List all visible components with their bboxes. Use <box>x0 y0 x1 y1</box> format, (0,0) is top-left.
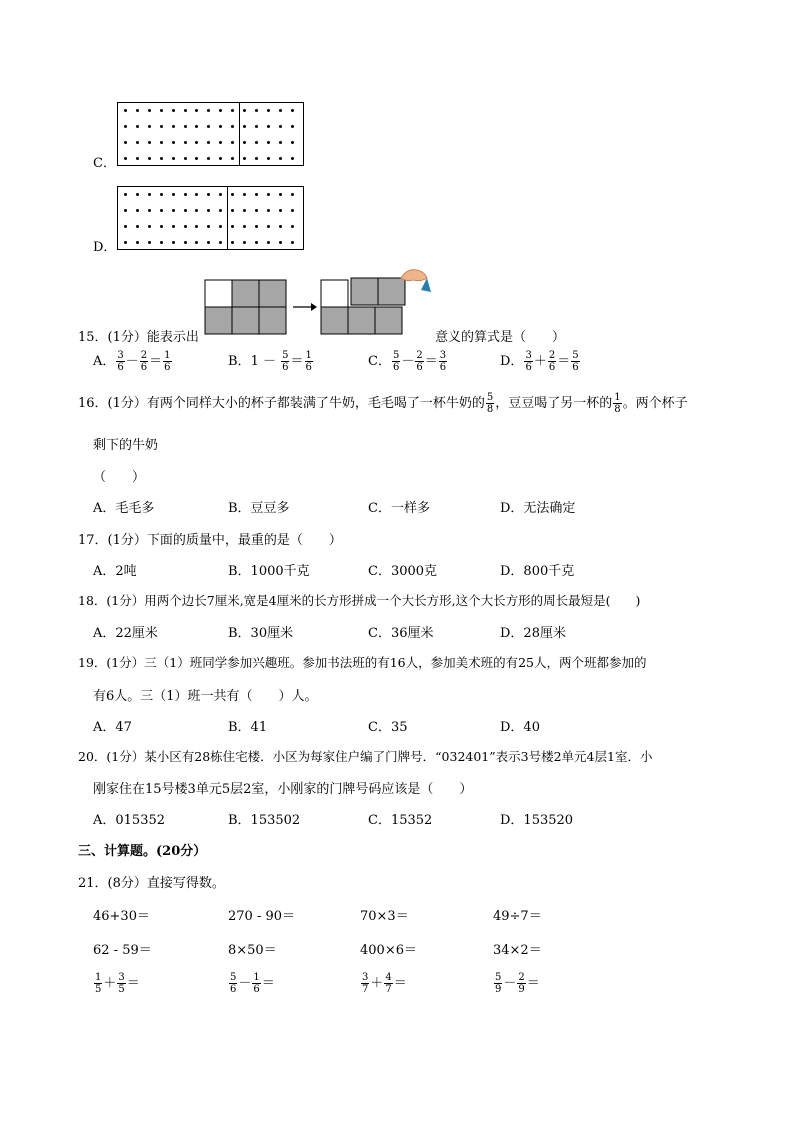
dot <box>207 225 210 228</box>
dot <box>195 209 198 212</box>
dot <box>184 241 187 244</box>
dot <box>267 225 270 228</box>
q20-option-a[interactable]: A．015352 <box>93 813 166 828</box>
dot <box>148 141 151 144</box>
dot <box>231 141 234 144</box>
fraction-grid-whole <box>205 280 286 334</box>
calc-item: 46+30＝ <box>93 909 150 924</box>
dot <box>219 209 222 212</box>
q16-answer-blank: （ ） <box>93 470 146 485</box>
dot <box>267 125 270 128</box>
dot <box>136 141 139 144</box>
q16-option-c[interactable]: C．一样多 <box>368 501 430 516</box>
q19-question-line2: 有6人。三（1）班一共有（ ）人。 <box>93 689 318 704</box>
dot <box>195 241 198 244</box>
q15-question <box>78 326 199 345</box>
calc-fraction-item: $\frac{1}{5}$ ＋ $\frac{3}{5}$ ＝ <box>95 972 140 995</box>
dot <box>195 125 198 128</box>
dot <box>172 109 175 112</box>
dot <box>124 193 127 196</box>
dot <box>267 109 270 112</box>
dot <box>219 225 222 228</box>
dot <box>172 209 175 212</box>
dot <box>267 209 270 212</box>
q16-option-b[interactable]: B．豆豆多 <box>228 501 290 516</box>
dot <box>267 157 270 160</box>
dot <box>184 125 187 128</box>
dot <box>255 241 258 244</box>
dot <box>172 193 175 196</box>
q15-text-after: 意义的算式是（ ） <box>435 330 566 345</box>
dot <box>160 225 163 228</box>
dot <box>291 109 294 112</box>
dot <box>255 225 258 228</box>
dot <box>160 193 163 196</box>
dot <box>267 241 270 244</box>
dot <box>291 225 294 228</box>
q18-option-a[interactable]: A．22厘米 <box>93 626 158 641</box>
dot <box>184 141 187 144</box>
q16-option-a[interactable]: A．毛毛多 <box>93 501 155 516</box>
dot <box>279 141 282 144</box>
dot <box>231 241 234 244</box>
q15-option-a[interactable]: A． $\frac{3}{6}$ － $\frac{2}{6}$ ＝ $\frac{1}{6}$ <box>93 350 171 373</box>
q20-question-line1: 20．(1分）某小区有28栋住宅楼．小区为每家住户编了门牌号．“032401”表示3号楼2单元4层1室．小 <box>78 749 653 764</box>
dot <box>243 241 246 244</box>
q15-number: 15．(1分） <box>78 330 147 345</box>
calc-fraction-item: $\frac{5}{6}$ － $\frac{1}{6}$ ＝ <box>230 972 275 995</box>
dot <box>255 157 258 160</box>
dot <box>207 141 210 144</box>
q20-question-line2: 刚家住在15号楼3单元5层2室，小刚家的门牌号码应该是（ ） <box>93 782 473 797</box>
dot <box>184 109 187 112</box>
q14-option-c-label: C． <box>93 156 116 171</box>
dot <box>184 157 187 160</box>
calc-item: 70×3＝ <box>360 909 409 924</box>
dot <box>160 241 163 244</box>
dot <box>291 125 294 128</box>
dot <box>148 225 151 228</box>
calc-item: 400×6＝ <box>360 943 417 958</box>
dot <box>184 193 187 196</box>
dot <box>291 193 294 196</box>
dot-array-d <box>117 186 304 250</box>
fraction-illustration <box>203 264 433 338</box>
dot <box>172 225 175 228</box>
dot-array-c <box>117 102 304 166</box>
dot <box>124 241 127 244</box>
q18-option-c[interactable]: C．36厘米 <box>368 626 434 641</box>
dot <box>195 141 198 144</box>
dot <box>243 193 246 196</box>
dot <box>160 141 163 144</box>
dot <box>279 109 282 112</box>
dot <box>243 157 246 160</box>
divider-line <box>227 187 228 249</box>
q17-option-c[interactable]: C．3000克 <box>368 564 438 579</box>
dot <box>219 241 222 244</box>
dot <box>267 141 270 144</box>
calc-item: 62 - 59＝ <box>93 943 152 958</box>
q17-question: 17．(1分）下面的质量中，最重的是（ ） <box>78 533 342 548</box>
dot <box>124 141 127 144</box>
q16-question: 16．(1分）有两个同样大小的杯子都装满了牛奶，毛毛喝了一杯牛奶的 $\frac{5}{8}$ ，豆豆喝了另一杯的 $\frac{1}{8}$ 。两个杯子 <box>78 392 688 415</box>
calc-fraction-item: $\frac{3}{7}$ ＋ $\frac{4}{7}$ ＝ <box>362 972 407 995</box>
dot <box>219 157 222 160</box>
dot <box>207 157 210 160</box>
q18-option-d[interactable]: D．28厘米 <box>500 626 566 641</box>
q20-option-c[interactable]: C．15352 <box>368 813 433 828</box>
dot <box>279 225 282 228</box>
dot <box>255 141 258 144</box>
dot <box>160 125 163 128</box>
dot <box>172 241 175 244</box>
dot <box>291 209 294 212</box>
dot <box>231 225 234 228</box>
dot <box>231 125 234 128</box>
dot <box>160 157 163 160</box>
q21-question: 21．(8分）直接写得数。 <box>78 876 225 891</box>
dot <box>136 209 139 212</box>
dot <box>243 141 246 144</box>
dot <box>160 209 163 212</box>
dot <box>195 225 198 228</box>
q15-option-c[interactable]: C． $\frac{5}{6}$ － $\frac{2}{6}$ ＝ $\frac{3}{6}$ <box>368 350 447 373</box>
dot <box>124 209 127 212</box>
q16-line2: 剩下的牛奶 <box>93 438 159 453</box>
q19-option-a[interactable]: A．47 <box>93 720 132 735</box>
dot <box>291 241 294 244</box>
q17-option-a[interactable]: A．2吨 <box>93 564 137 579</box>
q20-option-b[interactable]: B．153502 <box>228 813 301 828</box>
dot <box>219 193 222 196</box>
dot <box>172 141 175 144</box>
dot <box>184 225 187 228</box>
q18-question: 18．(1分）用两个边长7厘米,宽是4厘米的长方形拼成一个大长方形,这个大长方形的周长最短是( ) <box>78 593 641 608</box>
dot <box>291 141 294 144</box>
dot <box>231 109 234 112</box>
calc-item: 34×2＝ <box>493 943 542 958</box>
dot <box>207 241 210 244</box>
dot <box>160 109 163 112</box>
dot <box>124 109 127 112</box>
dot <box>195 157 198 160</box>
q16-option-d[interactable]: D．无法确定 <box>500 501 576 516</box>
dot <box>279 125 282 128</box>
calc-item: 8×50＝ <box>228 943 277 958</box>
dot <box>231 157 234 160</box>
dot <box>267 193 270 196</box>
dot <box>195 193 198 196</box>
q18-option-b[interactable]: B．30厘米 <box>228 626 294 641</box>
dot <box>255 109 258 112</box>
calc-item: 270 - 90＝ <box>228 909 296 924</box>
dot <box>184 209 187 212</box>
dot <box>195 109 198 112</box>
dot <box>231 209 234 212</box>
dot <box>279 209 282 212</box>
dot <box>279 193 282 196</box>
dot <box>207 193 210 196</box>
arrow-icon <box>293 303 317 311</box>
dot <box>148 193 151 196</box>
dot <box>124 157 127 160</box>
dot <box>255 209 258 212</box>
dot <box>136 157 139 160</box>
dot <box>279 157 282 160</box>
calc-item: 49÷7＝ <box>493 909 542 924</box>
q19-option-b[interactable]: B．41 <box>228 720 268 735</box>
dot <box>136 225 139 228</box>
dot <box>243 125 246 128</box>
dot <box>148 109 151 112</box>
fraction-grid-removed <box>321 278 405 334</box>
q14-option-d-label: D． <box>93 240 117 255</box>
dot <box>136 125 139 128</box>
dot <box>124 225 127 228</box>
q17-option-d[interactable]: D．800千克 <box>500 564 575 579</box>
dot <box>291 157 294 160</box>
dot <box>219 125 222 128</box>
dot <box>255 125 258 128</box>
dot <box>148 241 151 244</box>
dot <box>219 109 222 112</box>
dot <box>243 225 246 228</box>
dot <box>243 109 246 112</box>
dot <box>172 157 175 160</box>
dot <box>136 241 139 244</box>
dot <box>124 125 127 128</box>
dot <box>148 125 151 128</box>
dot <box>148 157 151 160</box>
dot <box>207 209 210 212</box>
dot <box>231 193 234 196</box>
dot <box>255 193 258 196</box>
q15-option-b[interactable]: B．1 － $\frac{5}{6}$ ＝ $\frac{1}{6}$ <box>228 350 312 373</box>
dot <box>136 193 139 196</box>
dot <box>219 141 222 144</box>
section-title: 三、计算题。(20分） <box>78 844 207 859</box>
dot <box>207 125 210 128</box>
q15-option-d[interactable]: D． $\frac{3}{6}$ ＋ $\frac{2}{6}$ ＝ $\frac{5}{6}$ <box>500 350 579 373</box>
q19-question-line1: 19．(1分）三（1）班同学参加兴趣班。参加书法班的有16人，参加美术班的有25人，两个班都参加的 <box>78 655 647 670</box>
q19-option-c[interactable]: C．35 <box>368 720 408 735</box>
q20-option-d[interactable]: D．153520 <box>500 813 574 828</box>
divider-line <box>239 103 240 165</box>
dot <box>172 125 175 128</box>
dot <box>243 209 246 212</box>
q19-option-d[interactable]: D．40 <box>500 720 540 735</box>
dot <box>207 109 210 112</box>
calc-fraction-item: $\frac{5}{9}$ － $\frac{2}{9}$ ＝ <box>495 972 540 995</box>
dot <box>279 241 282 244</box>
dot <box>148 209 151 212</box>
q15-text-before: 能表示出 <box>146 330 199 345</box>
dot <box>136 109 139 112</box>
q17-option-b[interactable]: B．1000千克 <box>228 564 310 579</box>
